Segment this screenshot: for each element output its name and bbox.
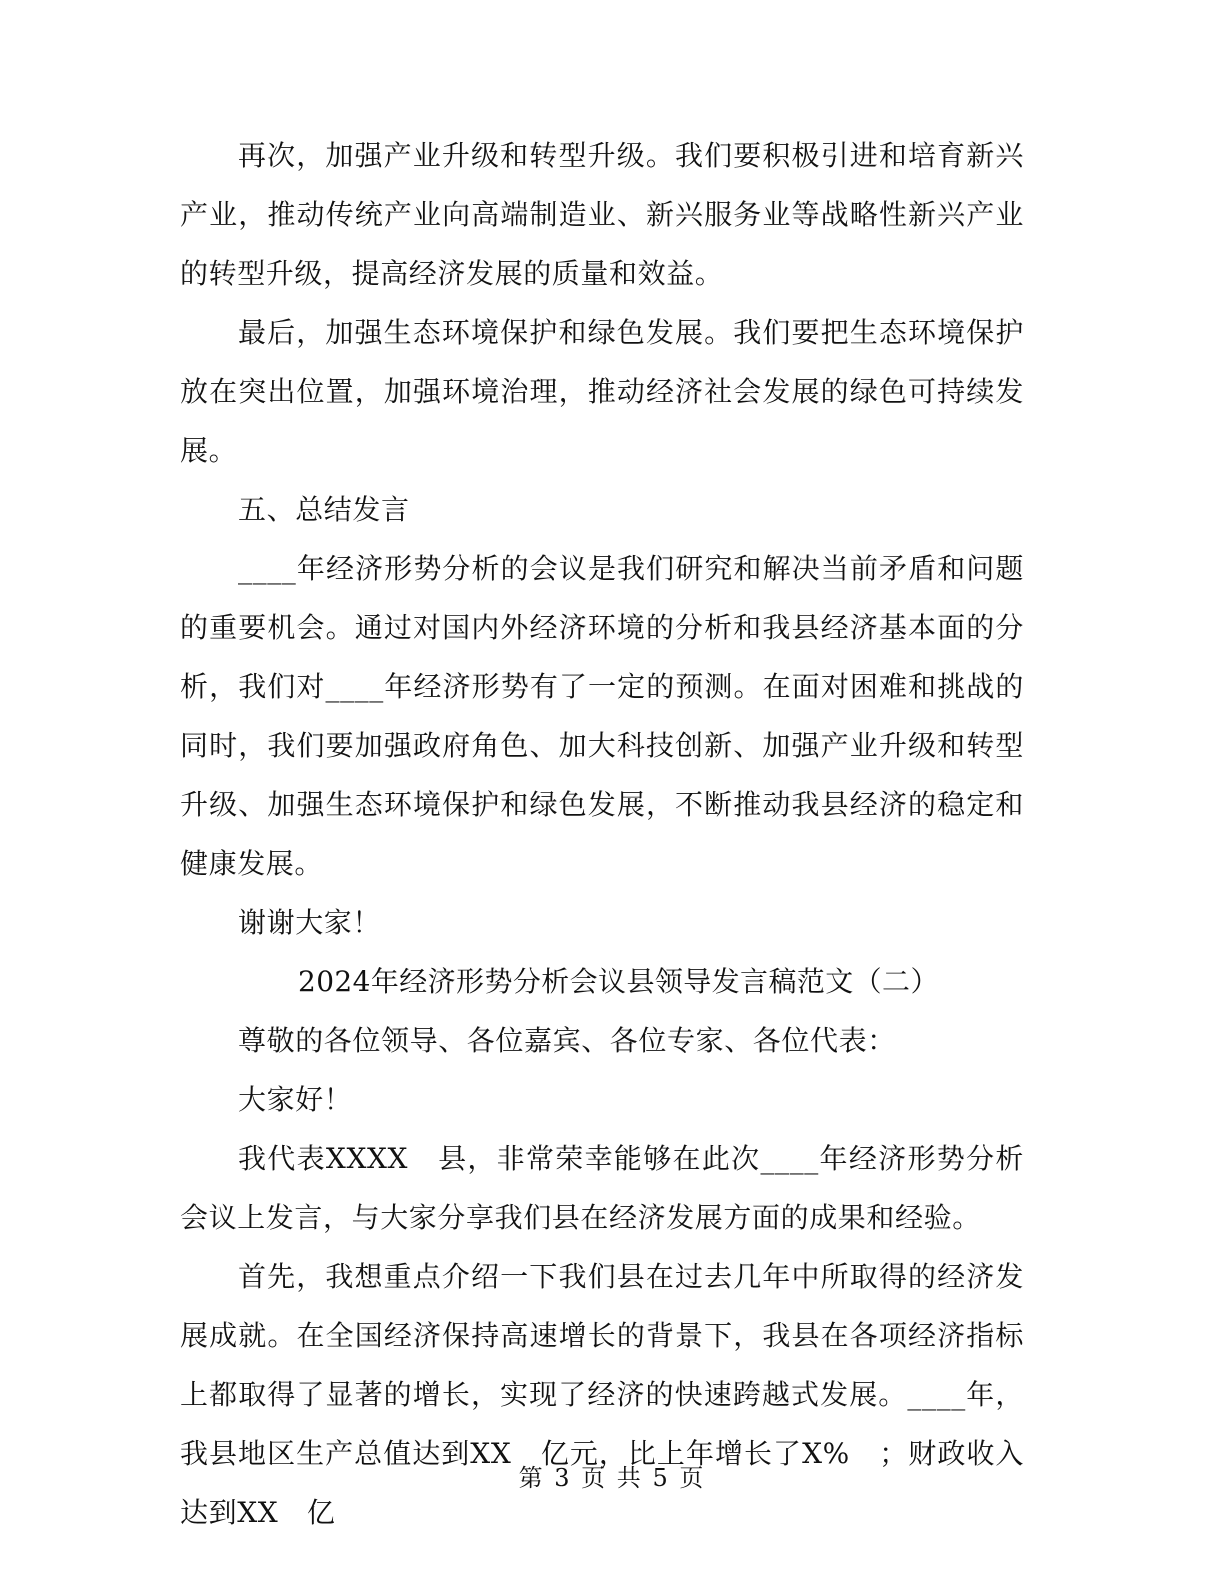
paragraph-achievements: 首先，我想重点介绍一下我们县在过去几年中所取得的经济发展成就。在全国经济保持高速增长的背景下，我县在各项经济指标上都取得了显著的增长，实现了经济的快速跨越式发展。____年，我县地区生产总值达到XX 亿元，比上年增长了X% ；财政收入达到XX 亿 — [180, 1260, 1024, 1529]
paragraph-thanks: 谢谢大家！ — [238, 906, 382, 939]
paragraph-greeting: 大家好！ — [238, 1083, 353, 1116]
section-heading-summary: 五、总结发言 — [238, 493, 410, 526]
document-body — [180, 126, 1024, 1542]
paragraph-industrial-upgrade: 再次，加强产业升级和转型升级。我们要积极引进和培育新兴产业，推动传统产业向高端制造业、新兴服务业等战略性新兴产业的转型升级，提高经济发展的质量和效益。 — [180, 139, 1024, 290]
paragraph-summary: ____年经济形势分析的会议是我们研究和解决当前矛盾和问题的重要机会。通过对国内外经济环境的分析和我县经济基本面的分析，我们对____年经济形势有了一定的预测。在面对困难和挑战的同时，我们要加强政府角色、加大科技创新、加强产业升级和转型升级、加强生态环境保护和绿色发展，不断推动我县经济的稳定和健康发展。 — [180, 552, 1024, 880]
paragraph-ecological-protection: 最后，加强生态环境保护和绿色发展。我们要把生态环境保护放在突出位置，加强环境治理，推动经济社会发展的绿色可持续发展。 — [180, 316, 1024, 467]
paragraph-salutation: 尊敬的各位领导、各位嘉宾、各位专家、各位代表： — [238, 1024, 896, 1057]
section-title: 2024年经济形势分析会议县领导发言稿范文（二） — [298, 965, 939, 998]
page-number-footer: 第 3 页 共 5 页 — [518, 1464, 706, 1492]
paragraph-introduction: 我代表XXXX 县，非常荣幸能够在此次____年经济形势分析会议上发言，与大家分享我们县在经济发展方面的成果和经验。 — [180, 1142, 1024, 1234]
